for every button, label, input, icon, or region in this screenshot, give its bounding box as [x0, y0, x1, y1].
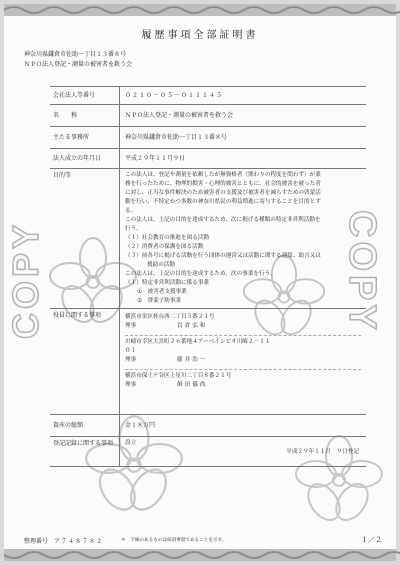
purpose-line: （１）社会教育の推進を図る活動 — [125, 235, 209, 241]
purpose-line: この法人は、上記の目的を達成するため、次の事業を行う。 — [125, 271, 276, 277]
officer-role: 理事 — [125, 357, 137, 363]
officer-address: 川崎市幸区大宮町２６番地４アーベインビオ川崎２－１１０１ — [125, 339, 271, 354]
officer-name-line — [125, 356, 361, 365]
serial-label: 整理番号 — [24, 537, 49, 545]
officer-address: 横浜市保土ケ谷区上星川二丁目８番２１号 — [125, 373, 232, 379]
label-officers: 役員に関する事項 — [50, 309, 120, 414]
registry-value: 設立 — [125, 440, 137, 446]
value-registry — [120, 437, 366, 466]
officer-role: 理事 — [125, 323, 137, 329]
officer-name: 飼田儀尚 — [177, 382, 208, 388]
bottom-decorative-band — [4, 549, 396, 561]
purpose-line: 援助の活動 — [147, 262, 175, 268]
label-established: 法人成立の年月日 — [50, 149, 120, 168]
row-assets — [50, 415, 366, 437]
officer-entry — [125, 311, 361, 336]
officer-entry — [125, 336, 361, 370]
header-org-name: ＮＰＯ法人登記・測量の被害者を救う会 — [24, 61, 133, 68]
row-officers — [50, 309, 366, 415]
register-table — [50, 86, 366, 467]
purpose-line: に対し、正当な事件解決のため被害者の支援及び被害者を減らすための啓蒙活 — [125, 190, 321, 196]
value-name: ＮＰＯ法人登記・測量の被害者を救う会 — [125, 112, 234, 119]
officer-name: 藤井浩一 — [177, 357, 208, 363]
officer-role: 理事 — [125, 382, 137, 388]
row-office — [50, 127, 366, 149]
purpose-line: る。 — [125, 208, 137, 214]
svg-text:COPY: COPY — [5, 220, 46, 339]
label-corp-number: 会社法人等番号 — [50, 87, 120, 104]
page-number: １／２ — [361, 536, 382, 544]
purpose-line: 務を行ったために、物理的損害・心理的被害とともに、社会的被害を被った者 — [125, 181, 321, 187]
purpose-line: ② 啓蒙子防事業 — [137, 298, 182, 304]
svg-text:COPY: COPY — [341, 210, 383, 334]
header-address: 神奈川県鎌倉市佐助一丁目１３番８号 — [24, 51, 127, 58]
copy-watermark-left — [5, 209, 46, 339]
purpose-line: 行う。 — [125, 226, 142, 232]
value-assets: 金１８万円 — [125, 422, 156, 429]
value-established: 平成２９年１１月９日 — [125, 155, 186, 162]
label-assets: 資産の総額 — [50, 415, 120, 436]
officer-name-line — [125, 322, 361, 331]
registry-date: 平成２９年１１月 ９日登記 — [286, 449, 359, 455]
label-office: 主たる事務所 — [50, 127, 120, 148]
row-registry — [50, 437, 366, 467]
officer-name: 岩倉弘和 — [177, 323, 208, 329]
label-name: 名 称 — [50, 105, 120, 126]
value-corp-number: ０２１０－０５－０１１１４５ — [125, 92, 224, 99]
purpose-line: この法人は、上記の目的を達成するため、次に掲げる種類の特定非営利活動を — [125, 217, 321, 223]
label-registry: 登記記録に関する事項 — [50, 437, 120, 466]
purpose-line: （２）消費者の保護を図る活動 — [125, 244, 204, 250]
officer-name-line — [125, 381, 361, 390]
value-purpose — [120, 169, 366, 308]
row-corp-number — [50, 87, 366, 105]
purpose-line: （１）特定非営利活動に係る事業 — [125, 280, 209, 286]
label-purpose: 目的等 — [50, 169, 120, 308]
purpose-line: この法人は、登記や測量を依頼したが無資格者（関わりの程度を問わず）が業 — [125, 172, 321, 178]
purpose-line: （３）前各号に掲げる活動を行う団体の運営又は活動に関する連絡、助言又は — [125, 253, 321, 259]
officer-entry — [125, 370, 361, 394]
value-officers — [120, 309, 366, 414]
row-purpose — [50, 169, 366, 309]
purpose-line: ① 被害者支援事業 — [137, 289, 187, 295]
row-established — [50, 149, 366, 169]
document-title: 履歴事項全部証明書 — [141, 30, 259, 41]
officer-address: 横浜市栄区桂台西二丁目５番２１号 — [125, 314, 215, 320]
registry-content — [125, 439, 361, 457]
footer-note: ＊ 下線のあるものは抹消事項であることを示す。 — [121, 538, 227, 543]
certificate-sheet — [4, 4, 396, 561]
value-office: 神奈川県鎌倉市佐助一丁目１３番８号 — [125, 134, 228, 141]
top-decorative-band — [4, 4, 396, 16]
serial-number: ア７４８７８２ — [54, 537, 104, 545]
row-name — [50, 105, 366, 127]
certificate-footer — [24, 535, 382, 545]
purpose-line: 動を行い、不特定かつ多数の神奈川県民の利益増進に寄与することを目的とす — [125, 199, 321, 205]
